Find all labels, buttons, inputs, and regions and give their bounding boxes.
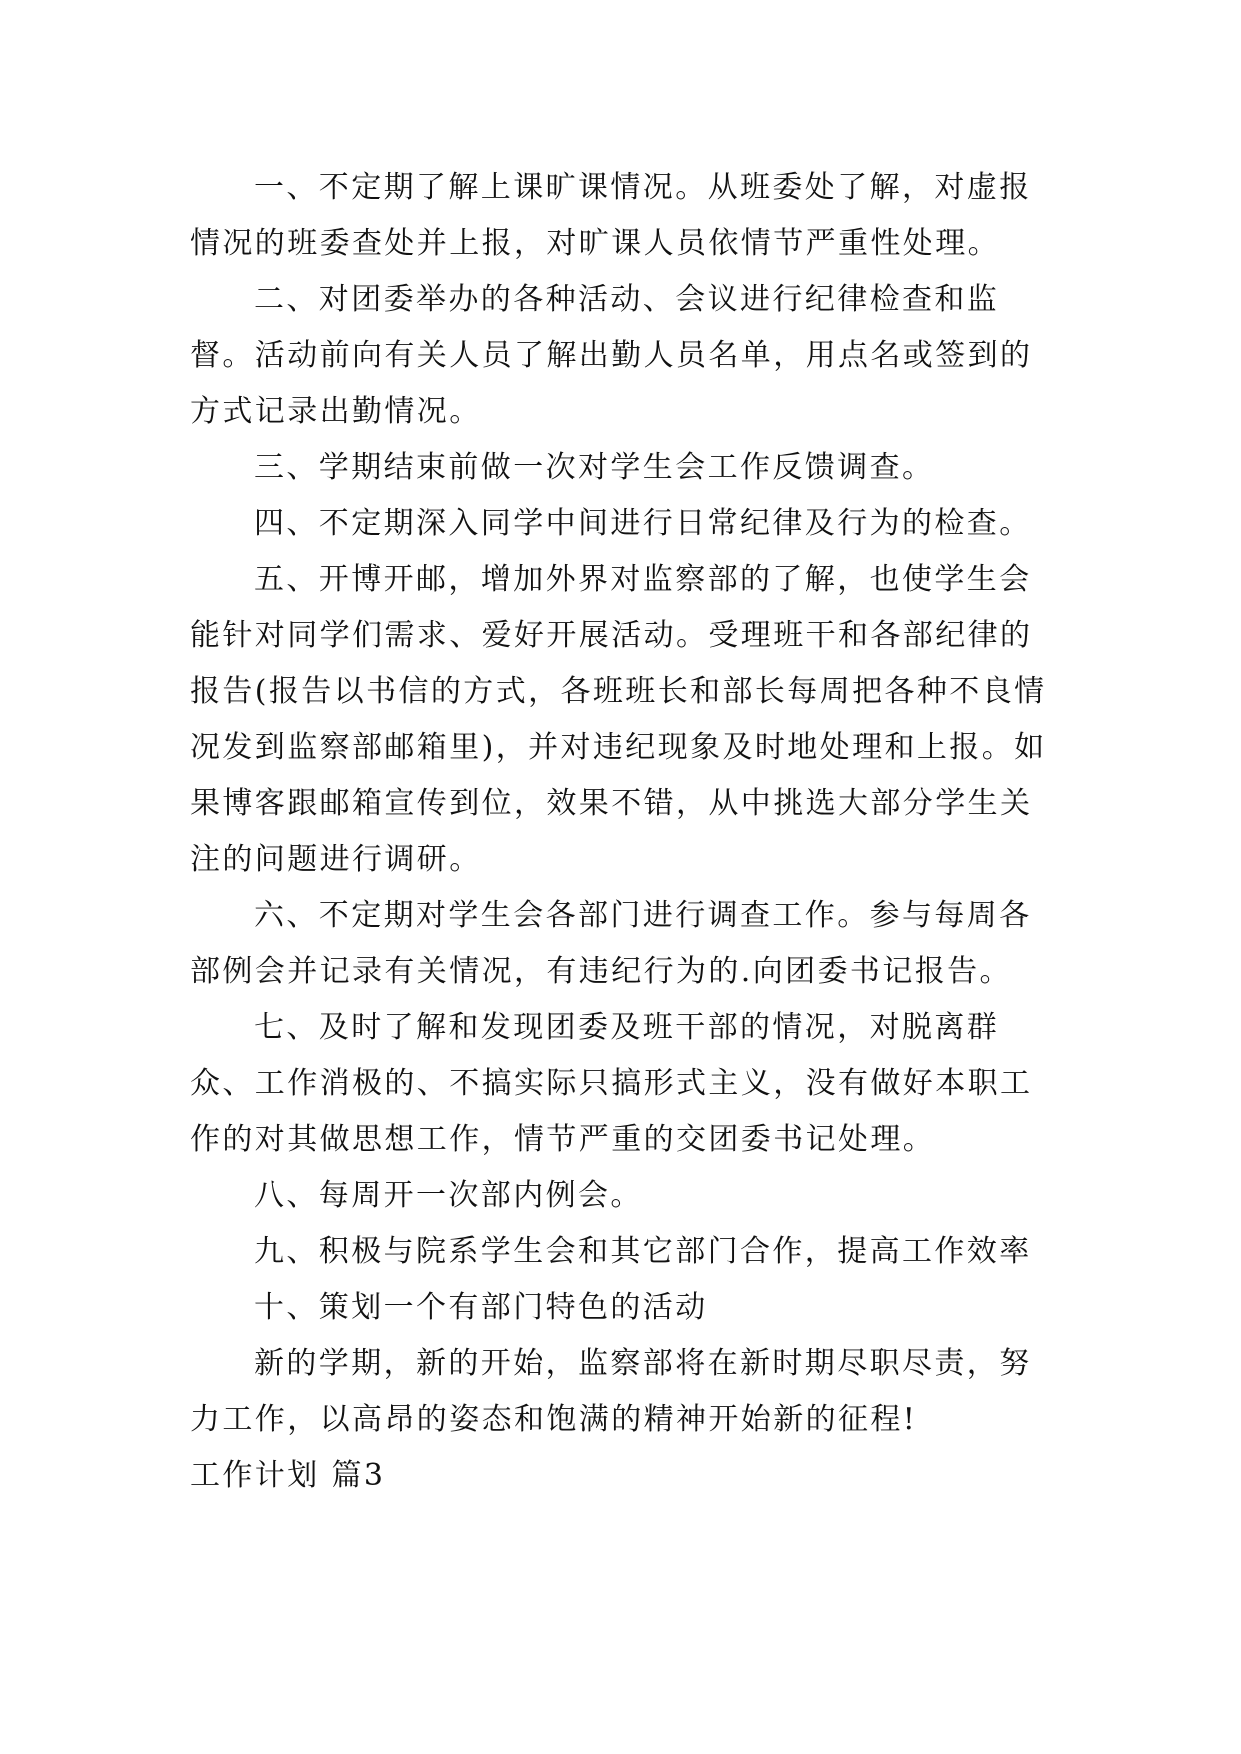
paragraph-item-9: 九、积极与院系学生会和其它部门合作，提高工作效率 — [254, 1234, 1032, 1269]
paragraph-item-2: 二、对团委举办的各种活动、会议进行纪律检查和监督。活动前向有关人员了解出勤人员名单，用点名或签到的方式记录出勤情况。 — [190, 282, 1033, 429]
paragraph-item-10: 十、策划一个有部门特色的活动 — [254, 1290, 708, 1325]
paragraph-item-5: 五、开博开邮，增加外界对监察部的了解，也使学生会能针对同学们需求、爱好开展活动。受理班干和各部纪律的报告(报告以书信的方式，各班班长和部长每周把各种不良情况发到监察部邮箱里)，并对违纪现象及时地处理和上报。如果博客跟邮箱宣传到位，效果不错，从中挑选大部分学生关注的问题进行调研。 — [190, 562, 1047, 877]
paragraph-item-4: 四、不定期深入同学中间进行日常纪律及行为的检查。 — [254, 506, 1032, 541]
paragraph-item-8: 八、每周开一次部内例会。 — [254, 1178, 643, 1213]
paragraph-item-3: 三、学期结束前做一次对学生会工作反馈调查。 — [254, 450, 935, 485]
closing-paragraph: 新的学期，新的开始，监察部将在新时期尽职尽责，努力工作，以高昂的姿态和饱满的精神开始新的征程! — [190, 1346, 1032, 1437]
paragraph-item-6: 六、不定期对学生会各部门进行调查工作。参与每周各部例会并记录有关情况，有违纪行为的.向团委书记报告。 — [190, 898, 1032, 989]
paragraph-item-1: 一、不定期了解上课旷课情况。从班委处了解，对虚报情况的班委查处并上报，对旷课人员依情节严重性处理。 — [190, 170, 1032, 261]
section-heading: 工作计划 篇3 — [190, 1458, 386, 1493]
paragraph-item-7: 七、及时了解和发现团委及班干部的情况，对脱离群众、工作消极的、不搞实际只搞形式主义，没有做好本职工作的对其做思想工作，情节严重的交团委书记处理。 — [190, 1010, 1033, 1157]
document-body — [190, 160, 1060, 1504]
